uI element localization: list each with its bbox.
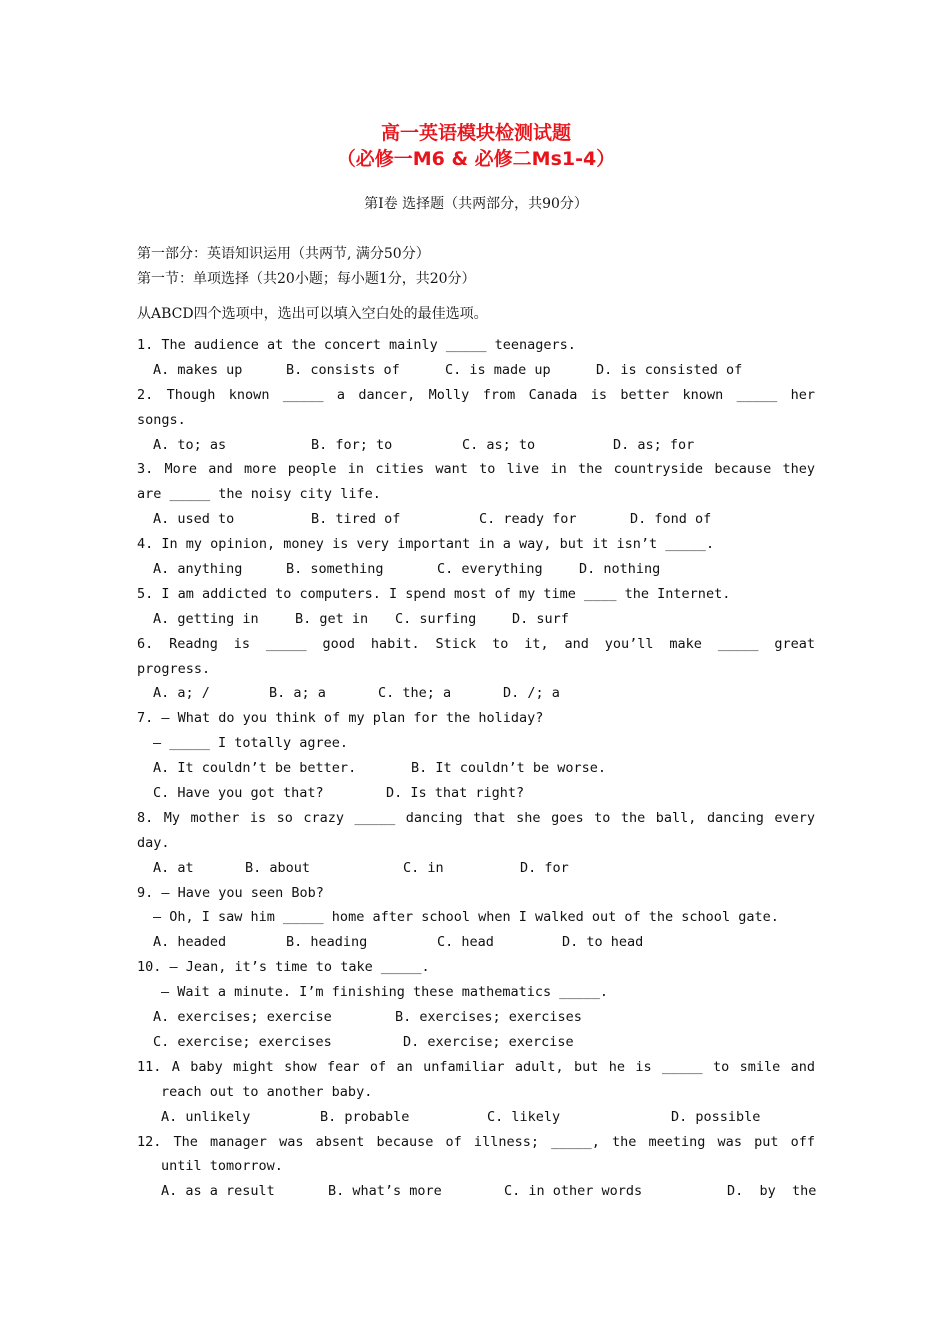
question-stem: 10. — Jean, it’s time to take _____. [137,959,430,976]
option-c: C. as; to [462,436,536,453]
options-row [137,756,815,781]
option-d: D. surf [512,610,569,627]
volume-heading: 第Ⅰ卷 选择题（共两部分，共90分） [364,196,588,212]
option-d: D. nothing [579,561,661,578]
options-row [137,1030,815,1055]
option-b: B. probable [320,1108,410,1125]
question-stem-cont: until tomorrow. [161,1158,283,1175]
option-b: B. tired of [311,511,401,528]
option-a: A. unlikely [161,1108,251,1125]
options-row [137,856,815,881]
question-list [137,333,815,1204]
exam-subtitle: （必修一M6 & 必修二Ms1-4） [336,148,616,170]
option-c: C. surfing [395,610,477,627]
option-b: B. get in [295,610,369,627]
option-a: A. exercises; exercise [153,1009,332,1026]
dialogue-reply: — _____ I totally agree. [153,735,349,752]
option-b: B. heading [286,934,368,951]
option-d: D. exercise; exercise [403,1033,574,1050]
options-row [137,507,815,532]
option-b: B. what’s more [328,1183,442,1200]
exam-page [137,120,815,1204]
option-a: A. It couldn’t be better. [153,760,357,777]
option-a: A. to; as [153,436,227,453]
dialogue-reply: — Wait a minute. I’m finishing these mathematics _____. [161,984,609,1001]
part-heading: 第一部分：英语知识运用（共两节, 满分50分） [137,246,430,262]
option-a: A. makes up [153,361,243,378]
option-a: A. getting in [153,610,259,627]
question-stem: 8. My mother is so crazy _____ dancing that she goes to the ball, dancing every [137,809,815,826]
option-a: A. a; / [153,685,210,702]
option-d: D. for [520,859,569,876]
option-b: B. It couldn’t be worse. [411,760,607,777]
option-c: C. ready for [479,511,577,528]
option-a: A. as a result [161,1183,275,1200]
options-row [137,1105,815,1130]
question-stem: 3. More and more people in cities want to live in the countryside because they [137,461,815,478]
question-stem: 7. — What do you think of my plan for the holiday? [137,710,544,727]
option-c: C. likely [487,1108,561,1125]
option-d: D. to head [562,934,644,951]
dialogue-reply: — Oh, I saw him _____ home after school when I walked out of the school gate. [153,909,779,926]
question-stem-cont: reach out to another baby. [161,1083,373,1100]
question-stem: 4. In my opinion, money is very important in a way, but it isn’t _____. [137,536,715,553]
options-row [137,557,815,582]
option-c: C. in [403,859,444,876]
question-stem: 9. — Have you seen Bob? [137,884,324,901]
question-stem: 1. The audience at the concert mainly _____ teenagers. [137,337,576,353]
option-d: D. as; for [613,436,695,453]
options-row [137,930,815,955]
option-b: B. a; a [269,685,326,702]
section-heading: 第一节：单项选择（共20小题；每小题1分，共20分） [137,271,476,287]
options-row [137,681,815,706]
option-d: D. by the [727,1183,817,1200]
question-stem-cont: are _____ the noisy city life. [137,486,381,503]
question-stem-cont: progress. [137,660,211,677]
option-b: B. for; to [311,436,393,453]
option-a: A. anything [153,561,243,578]
option-c: C. is made up [445,361,551,378]
option-a: A. headed [153,934,227,951]
option-b: B. consists of [286,361,400,378]
options-row [137,607,815,632]
option-c: C. Have you got that? [153,785,324,802]
question-stem: 6. Readng is _____ good habit. Stick to it, and you’ll make _____ great [137,635,815,652]
instruction: 从ABCD四个选项中，选出可以填入空白处的最佳选项。 [137,306,488,322]
option-d: D. fond of [630,511,712,528]
question-stem: 11. A baby might show fear of an unfamiliar adult, but he is _____ to smile and [137,1058,815,1075]
question-stem: 5. I am addicted to computers. I spend most of my time ____ the Internet. [137,585,731,602]
option-b: B. exercises; exercises [395,1009,582,1026]
option-c: C. exercise; exercises [153,1033,332,1050]
option-b: B. something [286,561,384,578]
option-d: D. is consisted of [596,361,743,378]
option-c: C. the; a [378,685,452,702]
options-row [137,781,815,806]
option-c: C. head [437,934,494,951]
question-stem-cont: day. [137,834,170,851]
option-a: A. at [153,859,194,876]
options-row [137,433,815,458]
options-row [137,358,815,383]
option-b: B. about [245,859,311,876]
options-row [137,1179,815,1204]
exam-title: 高一英语模块检测试题 [380,122,571,144]
option-d: D. /; a [503,685,560,702]
question-stem: 12. The manager was absent because of illness; _____, the meeting was put off [137,1133,815,1150]
options-row [137,1005,815,1030]
question-stem: 2. Though known _____ a dancer, Molly from Canada is better known _____ her [137,386,815,403]
option-a: A. used to [153,511,235,528]
option-c: C. everything [437,561,543,578]
option-d: D. possible [671,1108,761,1125]
option-c: C. in other words [504,1183,643,1200]
question-stem-cont: songs. [137,411,186,428]
option-d: D. Is that right? [386,785,525,802]
